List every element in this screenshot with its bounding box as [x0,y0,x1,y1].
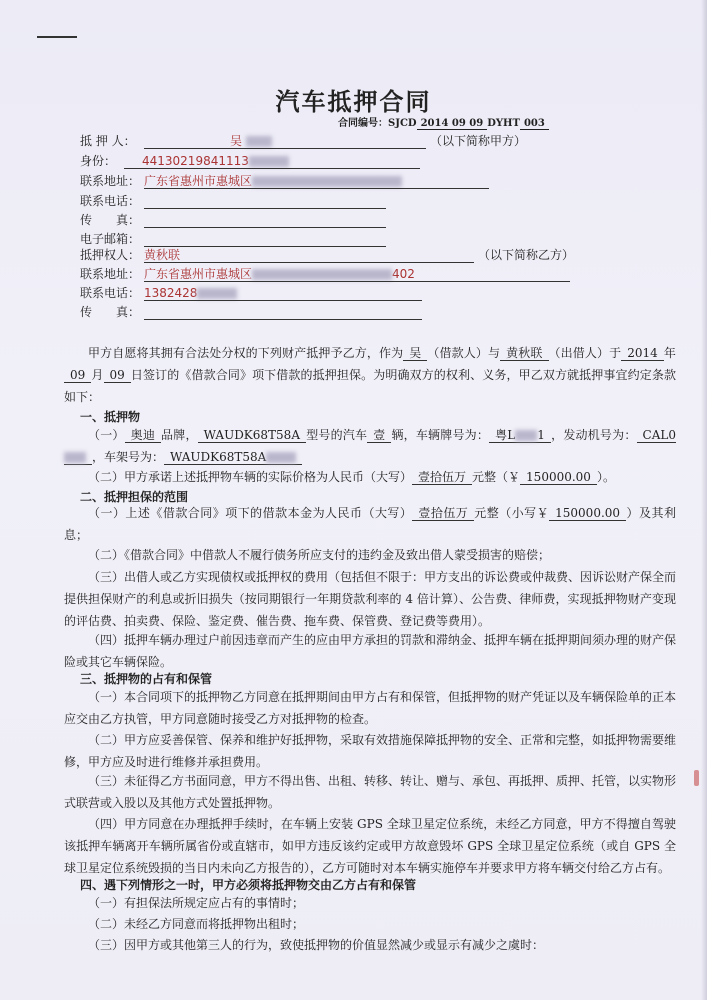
contract-number-date: 2014 09 09 [417,118,488,130]
section-3-clause-1: （一）本合同项下的抵押物乙方同意在抵押期间由甲方占有和保管，但抵押物的财产凭证以及车辆保险单的正本应交由乙方执管，甲方同意随时接受乙方对抵押物的检查。 [64,690,677,726]
section-2-clause-1: （一）上述《借款合同》项下的借款本金为人民币（大写） 壹拾伍万 元整（小写￥ 150000.00 ）及其利息； [64,506,676,542]
party-a-email-row [80,231,142,247]
party-a-address-row [80,173,253,189]
party-b-address-label: 联系地址： [80,267,141,281]
section-3-clause-3: （三）未征得乙方书面同意，甲方不得出售、出租、转移、转让、赠与、承包、再抵押、质押、托管，以实物形式联营或入股以及其他方式处置抵押物。 [64,774,677,810]
pledgee-row [80,247,575,263]
pledgee-value: 黄秋联 [144,248,181,262]
intro-paragraph: 甲方自愿将其拥有合法处分权的下列财产抵押予乙方，作为 吴 （借款人）与 黄秋联 （出借人）于 2014 年09 月 09 日签订的《借款合同》项下借款的抵押担保。为明确双方的权利、义务，甲乙双方就抵押事宜约定条款如下： [64,346,676,404]
section-3-heading: 三、抵押物的占有和保管 [80,672,213,686]
section-1-clause-1: （一） 奥迪 品牌， WAUDK68T58A 型号的汽车 壹 辆，车辆牌号为： 粤L 1 ，发动机号为： CAL0，车架号为： WAUDK68T58A [64,424,676,468]
contract-title: 汽车抵押合同 [275,87,432,116]
party-b-fax-label: 传 真： [80,305,141,319]
party-a-address-value: 广东省惠州市惠城区 [144,173,402,189]
contract-number [338,114,549,129]
section-1-clause-2: （二）甲方承诺上述抵押物车辆的实际价格为人民币（大写） 壹拾伍万 元整（￥ 150000.00 ）。 [88,470,615,484]
section-4-clause-1: （一）有担保法所规定应占有的事情时； [88,896,305,910]
party-a-email-label: 电子邮箱： [80,232,141,246]
party-a-phone-row [80,193,142,209]
pledger-value: 吴 [230,133,272,149]
section-3-clause-2: （二）甲方应妥善保管、保养和维护好抵押物，采取有效措施保障抵押物的安全、正常和完整，如抵押物需要维修，甲方应及时进行维修并承担费用。 [64,733,677,769]
section-4-clause-3: （三）因甲方或其他第三人的行为，致使抵押物的价值显然减少或显示有减少之虞时： [88,938,545,952]
contract-number-label: 合同编号：SJCD [338,118,417,129]
party-b-address-value: 广东省惠州市惠城区 402 [144,267,415,281]
contract-number-sep: DYHT [487,118,520,129]
party-b-fax-row [80,304,142,320]
party-a-phone-label: 联系电话： [80,194,141,208]
section-2-clause-4: （四）抵押车辆办理过户前因违章而产生的应由甲方承担的罚款和滞纳金、抵押车辆在抵押期间须办理的财产保险或其它车辆保险。 [64,633,677,669]
section-4-heading: 四、遇下列情形之一时，甲方必须将抵押物交由乙方占有和保管 [80,878,417,892]
party-b-phone-value: 1382428 [144,285,237,301]
section-2-clause-2: （二）《借款合同》中借款人不履行债务所应支付的违约金及致出借人蒙受损害的赔偿； [88,548,551,562]
pledger-label: 抵 押 人： [80,134,136,148]
section-3-clause-4: （四）甲方同意在办理抵押手续时，在车辆上安装 GPS 全球卫星定位系统，未经乙方同意，甲方不得擅自驾驶该抵押车辆离开车辆所属省份或直辖市，如甲方违反该约定或甲方故意毁坏 GPS 全球卫星定位系统（或自 GPS 全球卫星定位系统毁损的当日内未向乙方报告的），乙方可随时对本车辆实施停车并要求甲方将车辆交付给乙方占有。 [64,817,676,875]
section-2-heading: 二、抵押担保的范围 [80,490,189,504]
page-edge-shadow [701,0,707,1000]
party-a-fax-row [80,212,142,228]
section-1-heading: 一、抵押物 [80,410,141,424]
party-a-address-label: 联系地址： [80,174,141,188]
party-a-fax-label: 传 真： [80,213,141,227]
section-4-clause-2: （二）未经乙方同意而将抵押物出租时； [88,917,305,931]
red-stamp-edge [694,770,699,786]
id-row [80,153,249,169]
pledgee-label: 抵押权人： [80,248,141,262]
id-label: 身份： [80,154,117,168]
party-a-note: （以下简称甲方） [430,134,527,148]
party-b-phone-label: 联系电话： [80,286,141,300]
corner-dash-mark [37,36,77,38]
id-value: 44130219841113 [142,153,289,169]
section-2-clause-3: （三）出借人或乙方实现债权或抵押权的费用（包括但不限于：甲方支出的诉讼费或仲裁费、因诉讼财产保全而提供担保财产的利息或折旧损失（按同期银行一年期贷款利率的 4 倍计算）、公告费、律师费，实现抵押物财产变现的评估费、拍卖费、保险、鉴定费、催告费、拖车费、保管费、登记费等费用）。 [64,570,677,628]
contract-number-seq: 003 [520,118,549,130]
pledger-row [80,133,527,149]
party-b-address-row [80,266,415,282]
party-b-note: （以下简称乙方） [478,248,575,262]
party-b-phone-row [80,285,198,301]
